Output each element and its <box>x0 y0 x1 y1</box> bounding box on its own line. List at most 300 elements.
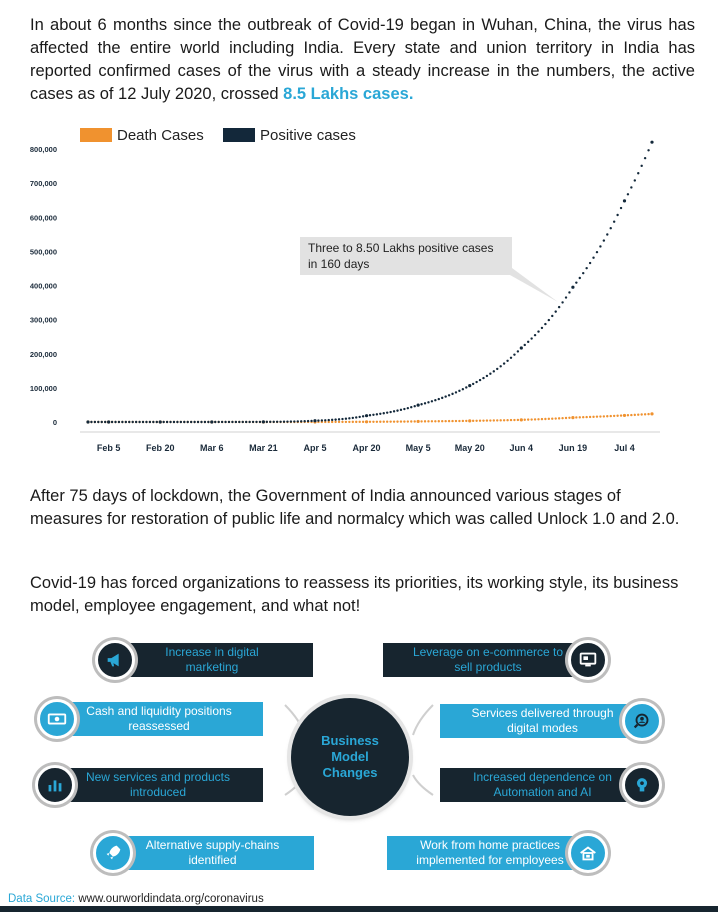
positive-line-dot <box>410 406 412 408</box>
death-line-dot <box>623 414 625 416</box>
death-line-dot <box>465 420 467 422</box>
y-tick-label: 600,000 <box>29 213 57 223</box>
positive-line-dot <box>527 341 529 343</box>
positive-line-dot <box>544 323 546 325</box>
death-line-dot <box>345 421 347 423</box>
death-line-dot <box>400 420 402 422</box>
positive-line-dot <box>345 418 347 420</box>
positive-line-dot <box>424 402 426 404</box>
x-tick-label: Jun 19 <box>558 443 588 453</box>
positive-line-dot <box>107 421 109 423</box>
death-line-dot <box>331 421 333 423</box>
death-line-dot <box>383 421 385 423</box>
legend-positive-label: Positive cases <box>260 126 356 144</box>
positive-line-dot <box>166 421 168 423</box>
positive-line-dot <box>169 421 171 423</box>
positive-line-dot <box>489 372 491 374</box>
positive-line-dot <box>610 227 612 229</box>
item-digital-marketing-label: Increase in digital marketing <box>165 645 259 674</box>
death-line-dot <box>417 420 419 422</box>
positive-line-dot <box>238 421 240 423</box>
death-line-dot <box>396 420 398 422</box>
death-line-dot <box>472 420 474 422</box>
death-line-dot <box>410 420 412 422</box>
positive-line-dot <box>252 421 254 423</box>
legend-positive-swatch <box>223 128 255 142</box>
positive-line-dot <box>142 421 144 423</box>
positive-line-dot <box>623 200 625 202</box>
positive-line-dot <box>328 419 330 421</box>
positive-line-dot <box>101 421 103 423</box>
home-office-icon-glyph <box>577 842 599 864</box>
positive-line-dot <box>555 310 557 312</box>
positive-line-dot <box>438 398 440 400</box>
annotation-pointer <box>510 268 558 302</box>
death-line-dot <box>372 421 374 423</box>
legend-death <box>80 124 204 146</box>
death-line-dot <box>603 415 605 417</box>
positive-line-dot <box>310 420 312 422</box>
unlock-paragraph: After 75 days of lockdown, the Government of India announced various stages of measures for restoration of public life and normalcy which was called Unlock 1.0 and 2.0. <box>30 487 680 528</box>
y-tick-label: 500,000 <box>29 247 57 257</box>
ecommerce-icon-glyph <box>577 649 599 671</box>
item-digital-marketing <box>111 643 313 677</box>
covid-paragraph: Covid-19 has forced organizations to reassess its priorities, its working style, its business model, employee engagement, and what not! <box>30 574 679 615</box>
positive-line-dot <box>114 421 116 423</box>
positive-line-dot <box>156 421 158 423</box>
positive-line-dot <box>231 421 233 423</box>
death-line-dot <box>482 419 484 421</box>
death-line-dot <box>455 420 457 422</box>
data-source-url[interactable]: www.ourworldindata.org/coronavirus <box>78 893 264 905</box>
death-line-dot <box>565 417 567 419</box>
positive-line-dot <box>224 421 226 423</box>
positive-line-dot <box>596 251 598 253</box>
death-line-dot <box>434 420 436 422</box>
positive-line-dot <box>314 420 316 422</box>
positive-line-dot <box>616 214 618 216</box>
death-line-dot <box>427 420 429 422</box>
chart-annotation <box>300 237 512 275</box>
bar-chart-icon <box>35 765 75 805</box>
death-line-dot <box>637 414 639 416</box>
positive-line-dot <box>499 365 501 367</box>
positive-line-dot <box>94 421 96 423</box>
death-line-dot <box>376 421 378 423</box>
positive-line-dot <box>279 421 281 423</box>
y-tick-label: 300,000 <box>29 315 57 325</box>
positive-line-dot <box>90 421 92 423</box>
positive-line-dot <box>579 277 581 279</box>
positive-line-dot <box>434 399 436 401</box>
positive-line-dot <box>97 421 99 423</box>
death-line-dot <box>544 418 546 420</box>
positive-line-dot <box>266 421 268 423</box>
positive-line-dot <box>159 421 161 423</box>
positive-line-dot <box>627 193 629 195</box>
positive-line-dot <box>352 417 354 419</box>
positive-line-dot <box>290 420 292 422</box>
positive-line-dot <box>558 306 560 308</box>
death-line-dot <box>338 421 340 423</box>
death-line-dot <box>620 414 622 416</box>
x-tick-label: Mar 21 <box>249 443 278 453</box>
death-line-dot <box>358 421 360 423</box>
positive-line-dot <box>211 421 213 423</box>
legend-death-swatch <box>80 128 112 142</box>
item-ecommerce <box>383 643 593 677</box>
positive-line-dot <box>568 291 570 293</box>
positive-line-dot <box>644 157 646 159</box>
intro-paragraph <box>30 14 695 106</box>
positive-line-dot <box>400 409 402 411</box>
death-line-dot <box>520 419 522 421</box>
x-tick-label: May 5 <box>405 443 431 453</box>
death-line-dot <box>438 420 440 422</box>
positive-line-dot <box>520 347 522 349</box>
death-line-dot <box>592 416 594 418</box>
positive-line-dot <box>427 401 429 403</box>
positive-line-dot <box>135 421 137 423</box>
megaphone-icon-glyph <box>104 649 126 671</box>
death-line-dot <box>352 421 354 423</box>
home-office-icon <box>568 833 608 873</box>
death-line-dot <box>555 417 557 419</box>
data-source <box>8 893 264 905</box>
death-line-dot <box>548 418 550 420</box>
death-line-dot <box>513 419 515 421</box>
positive-line-dot <box>358 416 360 418</box>
death-line-dot <box>348 421 350 423</box>
positive-line-dot <box>190 421 192 423</box>
rocket-icon <box>93 833 133 873</box>
positive-line-dot <box>173 421 175 423</box>
positive-line-dot <box>180 421 182 423</box>
positive-line-dot <box>152 421 154 423</box>
positive-line-dot <box>396 409 398 411</box>
positive-line-dot <box>283 421 285 423</box>
cash-icon-glyph <box>46 708 68 730</box>
death-line-dot <box>414 420 416 422</box>
center-label: Business Model Changes <box>321 733 379 780</box>
item-work-from-home <box>387 836 593 870</box>
death-line-dot <box>403 420 405 422</box>
death-line-dot <box>493 419 495 421</box>
positive-line-dot <box>393 410 395 412</box>
positive-line-dot <box>524 344 526 346</box>
positive-line-dot <box>121 421 123 423</box>
positive-line-dot <box>262 421 264 423</box>
positive-line-dot <box>469 384 471 386</box>
positive-line-dot <box>620 207 622 209</box>
positive-line-dot <box>379 413 381 415</box>
positive-line-dot <box>479 379 481 381</box>
positive-line-dot <box>403 408 405 410</box>
y-tick-label: 0 <box>52 418 57 427</box>
positive-line-dot <box>269 421 271 423</box>
death-line-dot <box>582 416 584 418</box>
y-tick-label: 200,000 <box>29 349 57 359</box>
positive-line-dot <box>513 353 515 355</box>
positive-line-dot <box>503 362 505 364</box>
positive-line-dot <box>534 334 536 336</box>
positive-line-dot <box>496 368 498 370</box>
death-line-dot <box>486 419 488 421</box>
death-line-dot <box>561 417 563 419</box>
positive-line-dot <box>606 233 608 235</box>
death-line-dot <box>444 420 446 422</box>
death-line-dot <box>469 420 471 422</box>
death-line-dot <box>365 421 367 423</box>
positive-line-dot <box>565 296 567 298</box>
death-line-dot <box>585 416 587 418</box>
positive-line-dot <box>462 388 464 390</box>
positive-line-dot <box>431 400 433 402</box>
death-line-dot <box>407 420 409 422</box>
death-line-dot <box>489 419 491 421</box>
item-digital-services <box>440 704 645 738</box>
death-line-dot <box>503 419 505 421</box>
positive-line-dot <box>417 404 419 406</box>
legend-positive <box>223 124 356 146</box>
cash-icon <box>37 699 77 739</box>
positive-line-dot <box>493 370 495 372</box>
death-line-dot <box>596 415 598 417</box>
death-line-dot <box>341 421 343 423</box>
death-line-dot <box>572 416 574 418</box>
positive-line-dot <box>307 420 309 422</box>
death-line-dot <box>393 420 395 422</box>
item-automation-ai-label: Increased dependence on Automation and AI <box>473 770 612 799</box>
death-line-dot <box>558 417 560 419</box>
positive-line-dot <box>613 221 615 223</box>
death-line-dot <box>448 420 450 422</box>
positive-line-dot <box>458 390 460 392</box>
death-line-dot <box>610 415 612 417</box>
lightbulb-gear-icon-glyph <box>631 774 653 796</box>
positive-line-dot <box>575 281 577 283</box>
y-tick-label: 700,000 <box>29 179 57 189</box>
positive-line-dot <box>634 179 636 181</box>
positive-line-dot <box>338 418 340 420</box>
item-new-services <box>53 768 263 802</box>
positive-line-dot <box>118 421 120 423</box>
positive-line-dot <box>259 421 261 423</box>
megaphone-icon <box>95 640 135 680</box>
positive-line-dot <box>183 421 185 423</box>
rocket-icon-glyph <box>102 842 124 864</box>
positive-line-dot <box>145 421 147 423</box>
death-line-dot <box>451 420 453 422</box>
positive-line-dot <box>451 393 453 395</box>
death-line-dot <box>613 415 615 417</box>
covid-cases-chart <box>0 112 718 462</box>
positive-line-dot <box>149 421 151 423</box>
death-line-dot <box>389 420 391 422</box>
death-line-dot <box>386 421 388 423</box>
person-search-icon-glyph <box>631 710 653 732</box>
positive-line-dot <box>548 319 550 321</box>
positive-line-dot <box>517 350 519 352</box>
positive-line-dot <box>465 386 467 388</box>
death-line-dot <box>499 419 501 421</box>
death-line-dot <box>462 420 464 422</box>
positive-line-dot <box>510 357 512 359</box>
death-line-dot <box>362 421 364 423</box>
business-model-diagram <box>0 625 718 887</box>
positive-line-dot <box>303 420 305 422</box>
positive-line-dot <box>286 420 288 422</box>
x-tick-label: Mar 6 <box>200 443 224 453</box>
positive-line-dot <box>242 421 244 423</box>
annotation-line-2: in 160 days <box>308 257 370 271</box>
death-line-dot <box>647 413 649 415</box>
death-line-dot <box>420 420 422 422</box>
death-line-dot <box>517 419 519 421</box>
death-line-dot <box>458 420 460 422</box>
positive-line-dot <box>472 383 474 385</box>
positive-line-dot <box>651 141 653 143</box>
death-line-dot <box>534 418 536 420</box>
x-tick-label: Jul 4 <box>614 443 635 453</box>
positive-line-dot <box>455 391 457 393</box>
x-tick-label: Feb 20 <box>145 443 175 453</box>
death-line-dot <box>369 421 371 423</box>
death-line-dot <box>579 416 581 418</box>
positive-line-dot <box>537 330 539 332</box>
positive-line-dot <box>187 421 189 423</box>
positive-line-dot <box>104 421 106 423</box>
death-line-dot <box>441 420 443 422</box>
positive-line-dot <box>341 418 343 420</box>
positive-line-dot <box>572 286 574 288</box>
positive-line-dot <box>420 403 422 405</box>
positive-line-dot <box>647 149 649 151</box>
positive-line-dot <box>386 411 388 413</box>
intro-text: In about 6 months since the outbreak of Covid-19 began in Wuhan, China, the virus has affected the entire world including India. Every state and union territory in India has reported confirmed cases of the virus with a steady increase in the numbers, the active cases as of 12 July 2020, crossed <box>30 16 695 103</box>
death-line-dot <box>496 419 498 421</box>
positive-line-dot <box>197 421 199 423</box>
positive-line-dot <box>372 414 374 416</box>
death-line-dot <box>530 418 532 420</box>
positive-line-dot <box>321 419 323 421</box>
death-line-dot <box>627 414 629 416</box>
death-line-dot <box>527 418 529 420</box>
positive-line-dot <box>407 407 409 409</box>
y-tick-label: 400,000 <box>29 281 57 291</box>
positive-line-dot <box>87 421 89 423</box>
annotation-line-1: Three to 8.50 Lakhs positive cases <box>308 241 494 255</box>
death-line-dot <box>651 413 653 415</box>
positive-line-dot <box>128 421 130 423</box>
death-line-dot <box>431 420 433 422</box>
death-line-dot <box>640 413 642 415</box>
positive-line-dot <box>331 419 333 421</box>
positive-line-dot <box>245 421 247 423</box>
positive-line-dot <box>589 262 591 264</box>
positive-line-dot <box>132 421 134 423</box>
positive-line-dot <box>637 172 639 174</box>
x-tick-label: Feb 5 <box>96 443 121 453</box>
positive-line-dot <box>324 419 326 421</box>
positive-line-dot <box>486 375 488 377</box>
positive-line-dot <box>248 421 250 423</box>
person-search-icon <box>622 701 662 741</box>
positive-line-dot <box>273 421 275 423</box>
death-line-dot <box>551 417 553 419</box>
item-digital-services-label: Services delivered through digital modes <box>471 706 614 735</box>
positive-line-dot <box>444 395 446 397</box>
positive-line-dot <box>193 421 195 423</box>
death-line-dot <box>616 415 618 417</box>
positive-line-dot <box>221 421 223 423</box>
positive-line-dot <box>585 267 587 269</box>
positive-line-dot <box>599 245 601 247</box>
death-line-dot <box>506 419 508 421</box>
positive-line-dot <box>235 421 237 423</box>
positive-line-dot <box>389 411 391 413</box>
positive-line-dot <box>448 394 450 396</box>
positive-line-dot <box>276 421 278 423</box>
item-ecommerce-label: Leverage on e-commerce to sell products <box>412 645 564 674</box>
positive-series <box>86 141 653 424</box>
bar-chart-icon-glyph <box>44 774 66 796</box>
positive-line-dot <box>355 416 357 418</box>
positive-line-dot <box>630 186 632 188</box>
x-tick-label: Apr 20 <box>352 443 381 453</box>
positive-line-dot <box>217 421 219 423</box>
positive-line-dot <box>582 272 584 274</box>
death-line-dot <box>524 419 526 421</box>
positive-line-dot <box>300 420 302 422</box>
positive-line-dot <box>441 397 443 399</box>
positive-line-dot <box>640 165 642 167</box>
positive-line-dot <box>297 420 299 422</box>
positive-line-dot <box>162 421 164 423</box>
positive-line-dot <box>334 418 336 420</box>
death-line-dot <box>599 415 601 417</box>
center-circle <box>291 698 409 816</box>
positive-line-dot <box>111 421 113 423</box>
positive-line-dot <box>228 421 230 423</box>
item-work-from-home-label: Work from home practices implemented for employees <box>416 838 564 867</box>
lightbulb-gear-icon <box>622 765 662 805</box>
death-line-dot <box>537 418 539 420</box>
positive-line-dot <box>200 421 202 423</box>
item-cash-liquidity-label: Cash and liquidity positions reassessed <box>86 704 232 733</box>
positive-line-dot <box>293 420 295 422</box>
positive-line-dot <box>204 421 206 423</box>
death-line-dot <box>510 419 512 421</box>
positive-line-dot <box>541 327 543 329</box>
death-line-dot <box>575 416 577 418</box>
positive-line-dot <box>214 421 216 423</box>
positive-line-dot <box>138 421 140 423</box>
ecommerce-icon <box>568 640 608 680</box>
positive-line-dot <box>362 415 364 417</box>
x-tick-label: May 20 <box>454 443 485 453</box>
bottom-bar <box>0 906 718 912</box>
death-line-dot <box>334 421 336 423</box>
death-line-dot <box>630 414 632 416</box>
intro-highlight: 8.5 Lakhs cases. <box>283 85 414 103</box>
death-line-dot <box>424 420 426 422</box>
positive-line-dot <box>530 337 532 339</box>
death-line-dot <box>589 416 591 418</box>
positive-line-dot <box>551 315 553 317</box>
positive-line-dot <box>376 413 378 415</box>
legend-death-label: Death Cases <box>117 126 204 144</box>
